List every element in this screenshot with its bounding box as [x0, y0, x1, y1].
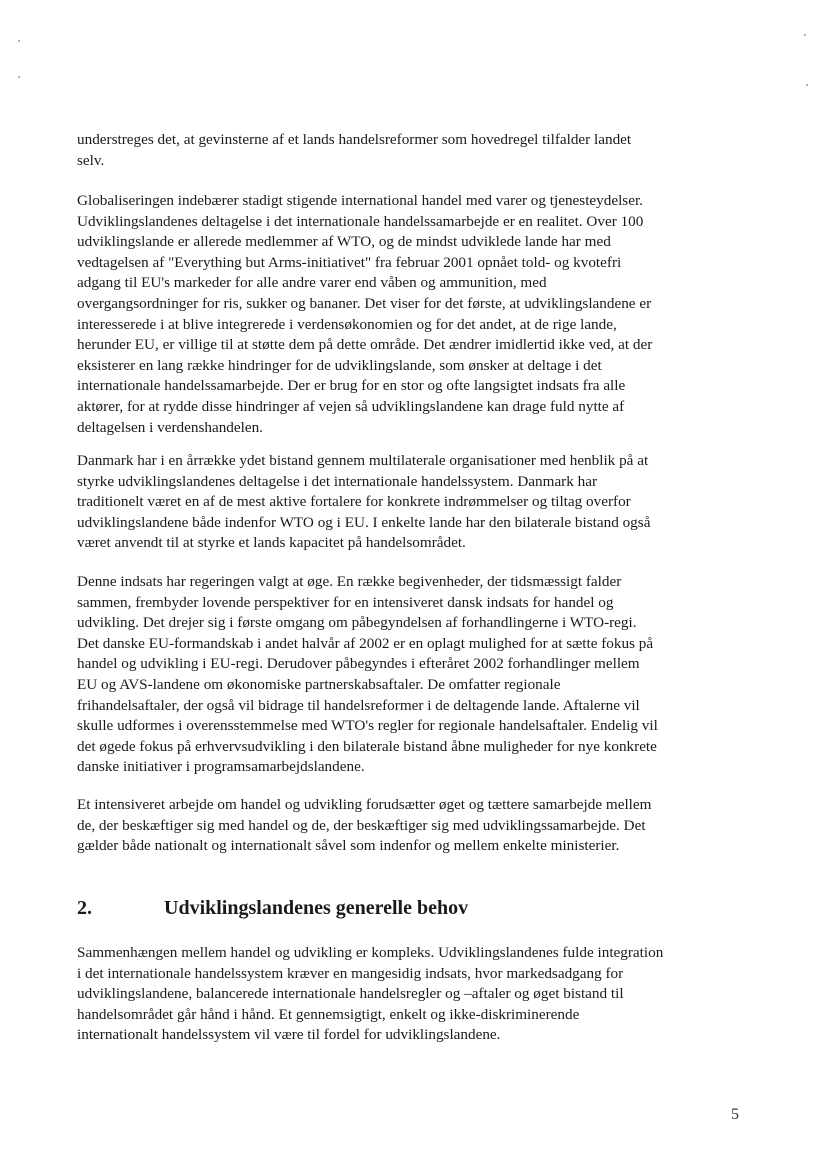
section-title: Udviklingslandenes generelle behov [164, 897, 469, 919]
body-paragraph: Globaliseringen indebærer stadigt stigende international handel med varer og tjenesteydelser. Udviklingslandenes deltagelse i det internationale handelssamarbejde er en realitet. Over 100 udviklingslande er allerede medlemmer af WTO, og de mindst udviklede lande har med vedtagelsen af "Everything but Arms-initiativet" fra februar 2001 opnået told- og kvotefri adgang til EU's markeder for alle andre varer end våben og ammunition, med overgangsordninger for ris, sukker og bananer. Det viser for det første, at udviklingslandene er interesserede i at blive integrerede i verdensøkonomien og for det andet, at de rige lande, herunder EU, er villige til at støtte dem på dette område. Det ændrer imidlertid ikke ved, at der eksisterer en lang række hindringer for de udviklingslande, som ønsker at deltage i det internationale handelssamarbejde. Der er brug for en stor og ofte langsigtet indsats fra alle aktører, for at rydde disse hindringer af vejen så udviklingslandene kan drage fuld nytte af deltagelsen i verdenshandelen. [77, 192, 653, 436]
section-heading [77, 895, 749, 921]
scan-speck [18, 76, 20, 78]
body-paragraph: Danmark har i en årrække ydet bistand gennem multilaterale organisationer med henblik på at styrke udviklingslandenes deltagelse i det internationale handelssystem. Danmark har traditionelt været en af de mest aktive fortalere for konkrete indrømmelser og tiltag overfor udviklingslandene både indenfor WTO og i EU. I enkelte lande har den bilaterale bistand også været anvendt til at styrke et lands kapacitet på handelsområdet. [77, 452, 651, 552]
scan-speck [804, 34, 806, 36]
section-number: 2. [77, 897, 92, 919]
page-number: 5 [731, 1106, 739, 1123]
scan-speck [18, 40, 20, 42]
section-paragraph: Sammenhængen mellem handel og udvikling er kompleks. Udviklingslandenes fulde integration i det internationale handelssystem kræver en mangesidig indsats, hvor markedsadgang for udviklingslandene, balancerede internationale handelsregler og –aftaler og øget bistand til handelsområdet går hånd i hånd. Et gennemsigtigt, enkelt og ikke-diskriminerende internationalt handelssystem vil være til fordel for udviklingslandene. [77, 944, 664, 1044]
body-paragraph: understreges det, at gevinsterne af et lands handelsreformer som hovedregel tilfalder landet selv. [77, 131, 632, 169]
scan-speck [806, 84, 808, 86]
body-paragraph: Et intensiveret arbejde om handel og udvikling forudsætter øget og tættere samarbejde mellem de, der beskæftiger sig med handel og de, der beskæftiger sig med udviklingssamarbejde. Det gælder både nationalt og internationalt såvel som indenfor og mellem enkelte ministerier. [77, 796, 652, 855]
body-paragraph: Denne indsats har regeringen valgt at øge. En række begivenheder, der tidsmæssigt falder sammen, frembyder lovende perspektiver for en intensiveret dansk indsats for handel og udvikling. Det drejer sig i første omgang om påbegyndelsen af forhandlingerne i WTO-regi. Det danske EU-formandskab i andet halvår af 2002 er en oplagt mulighed for at sætte fokus på handel og udvikling i EU-regi. Derudover påbegyndes i efteråret 2002 forhandlinger mellem EU og AVS-landene om økonomiske partnerskabsaftaler. De omfatter regionale frihandelsaftaler, der også vil bidrage til handelsreformer i de deltagende lande. Aftalerne vil skulle udformes i overensstemmelse med WTO's regler for regionale handelsaftaler. Endelig vil det øgede fokus på erhvervsudvikling i den bilaterale bistand åbne muligheder for nye konkrete danske initiativer i programsamarbejdslandene. [77, 573, 658, 776]
